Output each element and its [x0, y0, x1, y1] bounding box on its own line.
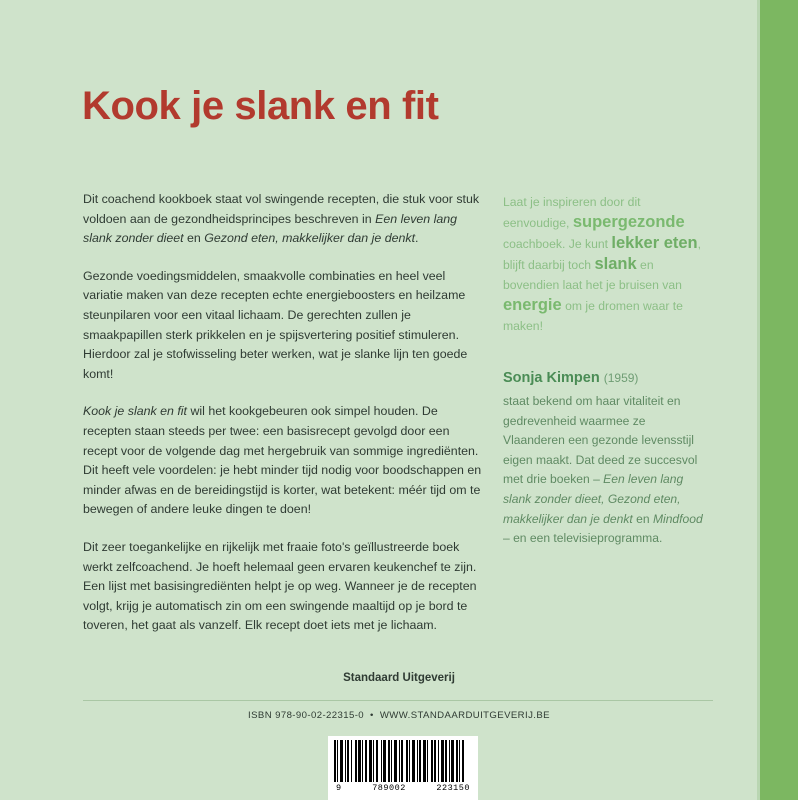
- blurb-p1-text-a: Dit coachend kookboek staat vol swingende recepten, die stuk voor stuk voldoen aan de gezondheidsprincipes beschreven in: [83, 192, 480, 226]
- blurb-paragraph-4: Dit zeer toegankelijke en rijkelijk met fraaie foto's geïllustreerde boek werkt zelfcoachend. Je hoeft helemaal geen ervaren keukenchef te zijn. Een lijst met basisingrediënten helpt je op weg. Wanneer je de recepten volgt, krijg je automatisch zin om een swingende maaltijd op je bord te toveren, het gaat als vanzelf. Elk recept doet iets met je lichaam.: [83, 539, 477, 633]
- isbn-separator: •: [370, 710, 374, 721]
- barcode-digit-mid: 789002: [372, 783, 406, 793]
- bio-book-1: Een leven lang slank zonder dieet,: [503, 472, 684, 506]
- promo-paragraph: [503, 192, 703, 336]
- bio-text-b: en: [632, 511, 653, 526]
- blurb-paragraph-2: Gezonde voedingsmiddelen, smaakvolle combinaties en heel veel variatie maken van deze recepten echte energieboosters en heilzame steunpilaren voor een vitaal lichaam. De gerechten zullen je smaakpapillen sterk prikkelen en je spijsvertering positief stimuleren. Hierdoor zal je stofwisseling beter werken, wat je slanke lijn ten goede komt!: [83, 268, 468, 381]
- bio-text-a: staat bekend om haar vitaliteit en gedrevenheid waarmee ze Vlaanderen een gezonde levensstijl eigen maakt. Dat deed ze succesvol met drie boeken –: [503, 394, 698, 487]
- right-sidebar-column: [503, 192, 703, 549]
- promo-seg-1: Laat je inspireren door dit eenvoudige,: [503, 195, 641, 230]
- barcode-digit-left: 9: [336, 783, 342, 793]
- barcode-bars: [334, 740, 472, 782]
- author-birth-year: (1959): [603, 371, 639, 385]
- promo-seg-5: , blijft daarbij toch: [503, 237, 702, 272]
- promo-highlight-slank: slank: [594, 255, 637, 273]
- barcode-digit-right: 223150: [436, 783, 470, 793]
- blurb-text-column: [83, 190, 483, 654]
- promo-highlight-lekker-eten: lekker eten: [611, 234, 698, 252]
- barcode: [328, 736, 478, 800]
- blurb-paragraph-1: [83, 190, 483, 249]
- promo-highlight-energie: energie: [503, 296, 562, 314]
- blurb-p1-text-b: en: [183, 231, 205, 246]
- isbn-number: ISBN 978-90-02-22315-0: [248, 710, 365, 721]
- bio-book-2: Gezond eten, makkelijker dan je denkt: [503, 491, 681, 526]
- blurb-p3-text: wil het kookgebeuren ook simpel houden. De recepten staan steeds per twee: een basisrecept gevolgd door een recept voor de volgende dag met hergebruik van sommige ingrediënten. Dit heeft vele voordelen: je hebt minder tijd nodig voor boodschappen en minder afwas en de bereidingstijd is korter, wat betekent: méér tijd om te bewegen of andere leuke dingen te doen!: [83, 404, 482, 517]
- blurb-p1-title-1: Een leven lang slank zonder dieet: [83, 211, 458, 246]
- author-bio: [503, 392, 703, 549]
- promo-seg-9: om je dromen waar te maken!: [503, 299, 683, 333]
- publisher-website: WWW.STANDAARDUITGEVERIJ.BE: [379, 710, 550, 721]
- blurb-paragraph-3: [83, 402, 483, 520]
- promo-seg-7: en bovendien laat het je bruisen van: [503, 258, 682, 292]
- bio-text-c: – en een televisieprogramma.: [503, 531, 663, 546]
- promo-highlight-supergezonde: supergezonde: [572, 213, 685, 231]
- blurb-p1-title-2: Gezond eten, makkelijker dan je denkt: [204, 231, 416, 246]
- blurb-p1-text-c: .: [415, 231, 419, 246]
- isbn-website-line: [0, 710, 798, 721]
- publisher-name: Standaard Uitgeverij: [343, 672, 455, 684]
- barcode-digits: [334, 782, 472, 793]
- footer-divider: [83, 700, 713, 701]
- spine-title: [770, 0, 790, 10]
- author-name: [503, 370, 703, 386]
- author-name-text: Sonja Kimpen: [503, 370, 600, 386]
- book-title: Kook je slank en fit: [82, 84, 439, 128]
- blurb-p3-title: Kook je slank en fit: [83, 404, 188, 419]
- promo-seg-3: coachboek. Je kunt: [503, 237, 612, 251]
- bio-book-3: Mindfood: [652, 511, 703, 526]
